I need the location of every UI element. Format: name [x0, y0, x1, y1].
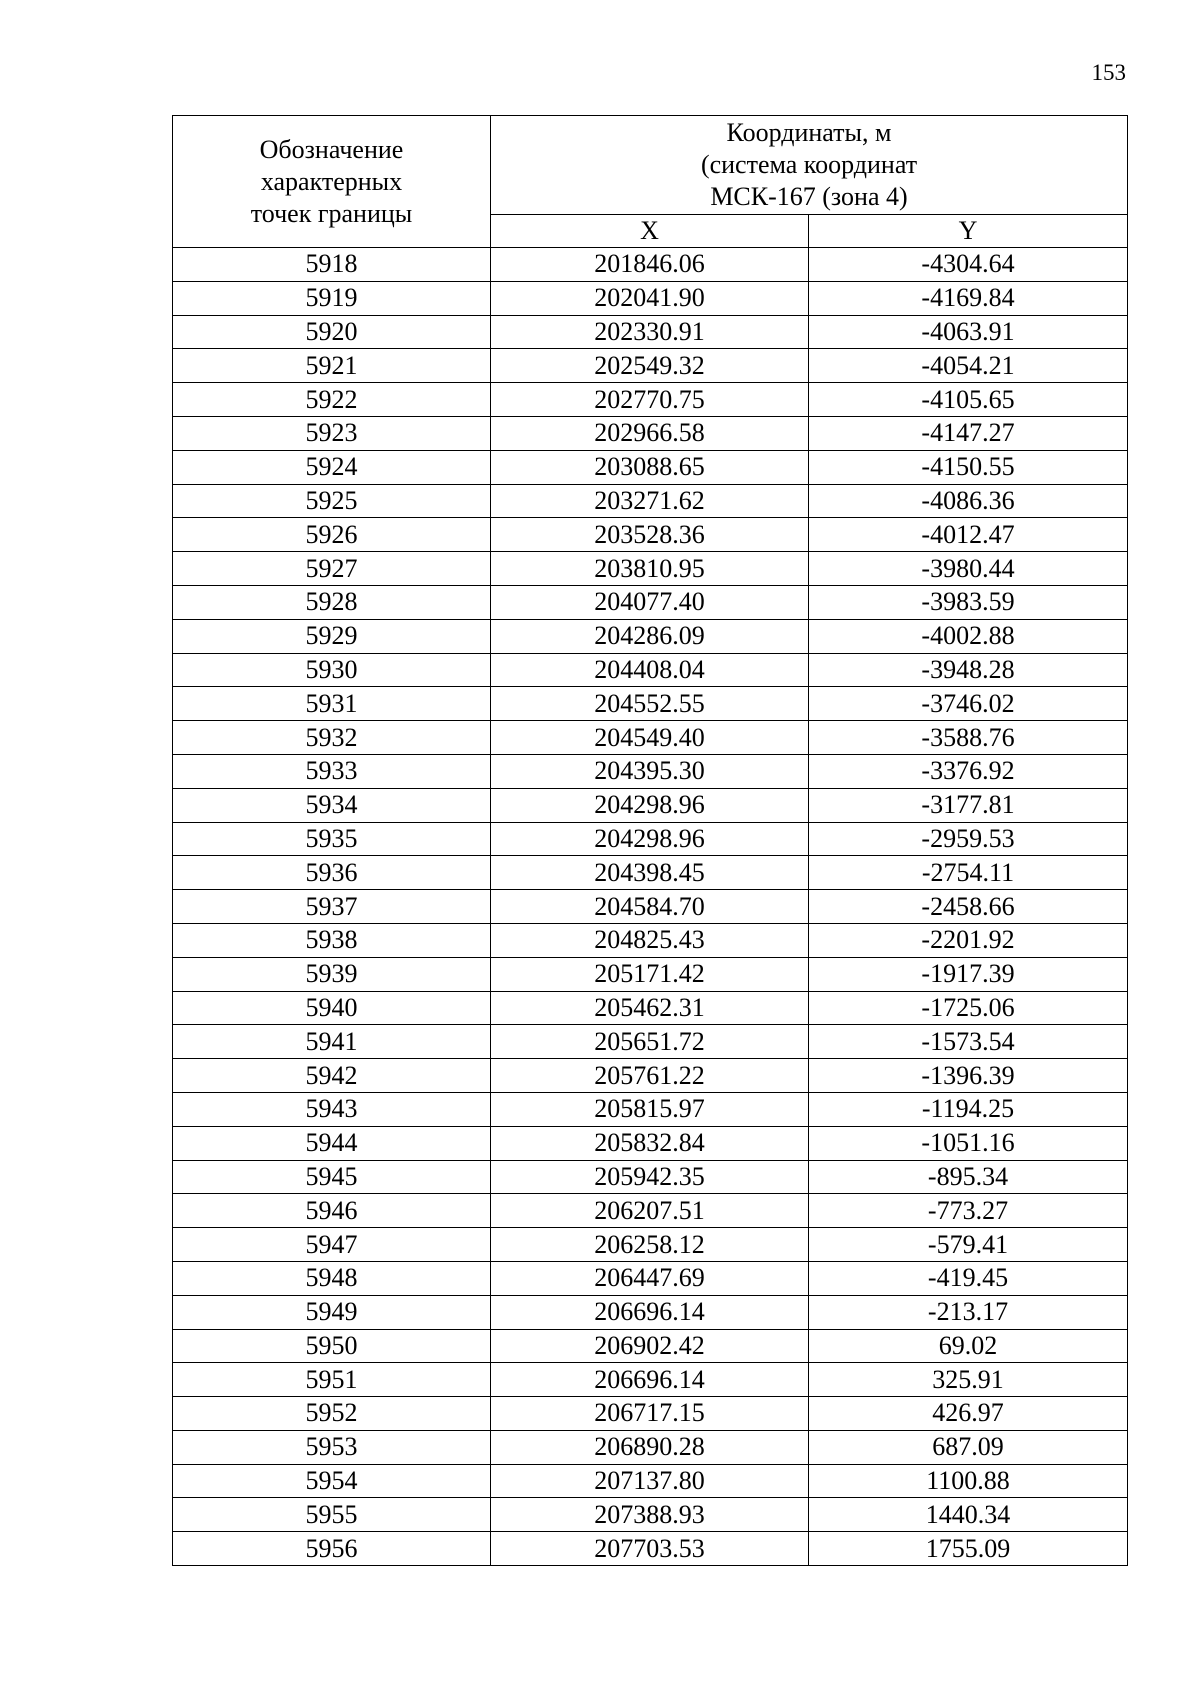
y-coordinate-cell: 325.91: [809, 1363, 1128, 1397]
x-coordinate-cell: 203088.65: [491, 450, 809, 484]
x-coordinate-cell: 204398.45: [491, 856, 809, 890]
y-coordinate-cell: -4147.27: [809, 416, 1128, 450]
point-id-cell: 5918: [173, 248, 491, 282]
x-coordinate-cell: 202330.91: [491, 315, 809, 349]
x-coordinate-cell: 204584.70: [491, 890, 809, 924]
table-row: [173, 450, 1128, 484]
x-coordinate-cell: 206258.12: [491, 1228, 809, 1262]
y-coordinate-cell: -3980.44: [809, 552, 1128, 586]
point-id-cell: 5949: [173, 1295, 491, 1329]
table-row: [173, 552, 1128, 586]
point-id-cell: 5930: [173, 653, 491, 687]
y-coordinate-cell: 1755.09: [809, 1532, 1128, 1566]
header-coords-line: Координаты, м: [726, 118, 892, 147]
point-id-cell: 5946: [173, 1194, 491, 1228]
point-id-cell: 5929: [173, 619, 491, 653]
x-coordinate-cell: 203271.62: [491, 484, 809, 518]
point-id-cell: 5920: [173, 315, 491, 349]
y-coordinate-cell: -1396.39: [809, 1059, 1128, 1093]
y-coordinate-cell: -1194.25: [809, 1092, 1128, 1126]
x-coordinate-cell: 206447.69: [491, 1261, 809, 1295]
point-id-cell: 5956: [173, 1532, 491, 1566]
table-row: [173, 281, 1128, 315]
point-id-cell: 5948: [173, 1261, 491, 1295]
table-row: [173, 653, 1128, 687]
y-coordinate-cell: -773.27: [809, 1194, 1128, 1228]
point-id-cell: 5932: [173, 721, 491, 755]
x-coordinate-cell: 202041.90: [491, 281, 809, 315]
point-id-cell: 5942: [173, 1059, 491, 1093]
table-row: [173, 1194, 1128, 1228]
x-coordinate-cell: 204298.96: [491, 822, 809, 856]
table-row: [173, 957, 1128, 991]
table-row: [173, 1295, 1128, 1329]
y-coordinate-cell: -895.34: [809, 1160, 1128, 1194]
table-row: [173, 1059, 1128, 1093]
x-coordinate-cell: 204408.04: [491, 653, 809, 687]
x-coordinate-cell: 203810.95: [491, 552, 809, 586]
boundary-points-table: [172, 115, 1128, 1566]
y-coordinate-cell: 69.02: [809, 1329, 1128, 1363]
x-coordinate-cell: 206207.51: [491, 1194, 809, 1228]
point-id-cell: 5955: [173, 1498, 491, 1532]
table-row: [173, 1498, 1128, 1532]
table-row: [173, 1532, 1128, 1566]
point-id-cell: 5922: [173, 383, 491, 417]
x-coordinate-cell: 205832.84: [491, 1126, 809, 1160]
x-coordinate-cell: 204395.30: [491, 754, 809, 788]
table-row: [173, 1092, 1128, 1126]
table-row: [173, 248, 1128, 282]
point-id-cell: 5950: [173, 1329, 491, 1363]
table-row: [173, 1464, 1128, 1498]
table-row: [173, 856, 1128, 890]
x-coordinate-cell: 202549.32: [491, 349, 809, 383]
y-coordinate-cell: 1440.34: [809, 1498, 1128, 1532]
y-coordinate-cell: -4150.55: [809, 450, 1128, 484]
point-id-cell: 5944: [173, 1126, 491, 1160]
point-id-cell: 5927: [173, 552, 491, 586]
y-coordinate-cell: -213.17: [809, 1295, 1128, 1329]
point-id-cell: 5940: [173, 991, 491, 1025]
y-coordinate-cell: -3376.92: [809, 754, 1128, 788]
point-id-cell: 5919: [173, 281, 491, 315]
x-coordinate-cell: 204286.09: [491, 619, 809, 653]
y-coordinate-cell: 1100.88: [809, 1464, 1128, 1498]
y-coordinate-cell: -4304.64: [809, 248, 1128, 282]
table-row: [173, 349, 1128, 383]
x-coordinate-cell: 205815.97: [491, 1092, 809, 1126]
y-coordinate-cell: -1917.39: [809, 957, 1128, 991]
y-coordinate-cell: -3983.59: [809, 585, 1128, 619]
y-coordinate-cell: -4169.84: [809, 281, 1128, 315]
y-coordinate-cell: -1051.16: [809, 1126, 1128, 1160]
table-row: [173, 518, 1128, 552]
x-coordinate-cell: 206890.28: [491, 1430, 809, 1464]
y-coordinate-cell: -3588.76: [809, 721, 1128, 755]
y-coordinate-cell: -4086.36: [809, 484, 1128, 518]
header-point-line: Обозначение: [259, 134, 404, 164]
y-coordinate-cell: -579.41: [809, 1228, 1128, 1262]
table-row: [173, 991, 1128, 1025]
point-id-cell: 5931: [173, 687, 491, 721]
point-id-cell: 5952: [173, 1397, 491, 1431]
table-row: [173, 1261, 1128, 1295]
x-coordinate-cell: 206696.14: [491, 1363, 809, 1397]
table-row: [173, 1160, 1128, 1194]
header-point-line: точек границы: [250, 198, 413, 228]
point-id-cell: 5933: [173, 754, 491, 788]
x-coordinate-cell: 206717.15: [491, 1397, 809, 1431]
point-id-cell: 5923: [173, 416, 491, 450]
table-row: [173, 923, 1128, 957]
table-row: [173, 687, 1128, 721]
x-coordinate-cell: 204552.55: [491, 687, 809, 721]
header-coords-line: (система координат: [700, 150, 918, 179]
header-y: Y: [809, 215, 1128, 248]
point-id-cell: 5937: [173, 890, 491, 924]
y-coordinate-cell: -2754.11: [809, 856, 1128, 890]
table-row: [173, 585, 1128, 619]
page-number: 153: [1091, 60, 1126, 85]
point-id-cell: 5936: [173, 856, 491, 890]
header-point-designation: [173, 116, 491, 248]
point-id-cell: 5941: [173, 1025, 491, 1059]
x-coordinate-cell: 202770.75: [491, 383, 809, 417]
header-point-line: характерных: [260, 166, 403, 196]
table-header: [173, 116, 1128, 248]
point-id-cell: 5925: [173, 484, 491, 518]
x-coordinate-cell: 205651.72: [491, 1025, 809, 1059]
x-coordinate-cell: 206696.14: [491, 1295, 809, 1329]
table-row: [173, 1397, 1128, 1431]
table-row: [173, 1363, 1128, 1397]
table-row: [173, 1126, 1128, 1160]
y-coordinate-cell: -3948.28: [809, 653, 1128, 687]
y-coordinate-cell: -2959.53: [809, 822, 1128, 856]
x-coordinate-cell: 205761.22: [491, 1059, 809, 1093]
x-coordinate-cell: 204825.43: [491, 923, 809, 957]
table-body: [173, 248, 1128, 1566]
point-id-cell: 5939: [173, 957, 491, 991]
header-coords-line: МСК-167 (зона 4): [710, 182, 908, 211]
table-row: [173, 721, 1128, 755]
table-row: [173, 383, 1128, 417]
y-coordinate-cell: -2201.92: [809, 923, 1128, 957]
x-coordinate-cell: 206902.42: [491, 1329, 809, 1363]
point-id-cell: 5938: [173, 923, 491, 957]
table-row: [173, 1430, 1128, 1464]
y-coordinate-cell: -3177.81: [809, 788, 1128, 822]
table-row: [173, 788, 1128, 822]
x-coordinate-cell: 205171.42: [491, 957, 809, 991]
table-row: [173, 754, 1128, 788]
y-coordinate-cell: -1725.06: [809, 991, 1128, 1025]
point-id-cell: 5926: [173, 518, 491, 552]
table-row: [173, 890, 1128, 924]
x-coordinate-cell: 204298.96: [491, 788, 809, 822]
point-id-cell: 5924: [173, 450, 491, 484]
header-row-top: [173, 116, 1128, 215]
point-id-cell: 5943: [173, 1092, 491, 1126]
point-id-cell: 5954: [173, 1464, 491, 1498]
y-coordinate-cell: -3746.02: [809, 687, 1128, 721]
header-x: X: [491, 215, 809, 248]
table-row: [173, 315, 1128, 349]
x-coordinate-cell: 204549.40: [491, 721, 809, 755]
x-coordinate-cell: 203528.36: [491, 518, 809, 552]
y-coordinate-cell: 687.09: [809, 1430, 1128, 1464]
point-id-cell: 5934: [173, 788, 491, 822]
table-row: [173, 822, 1128, 856]
point-id-cell: 5951: [173, 1363, 491, 1397]
table-row: [173, 1329, 1128, 1363]
y-coordinate-cell: -4054.21: [809, 349, 1128, 383]
y-coordinate-cell: -1573.54: [809, 1025, 1128, 1059]
point-id-cell: 5921: [173, 349, 491, 383]
table-row: [173, 1228, 1128, 1262]
table-row: [173, 619, 1128, 653]
point-id-cell: 5947: [173, 1228, 491, 1262]
x-coordinate-cell: 207388.93: [491, 1498, 809, 1532]
y-coordinate-cell: -2458.66: [809, 890, 1128, 924]
point-id-cell: 5945: [173, 1160, 491, 1194]
x-coordinate-cell: 201846.06: [491, 248, 809, 282]
y-coordinate-cell: -4063.91: [809, 315, 1128, 349]
point-id-cell: 5935: [173, 822, 491, 856]
y-coordinate-cell: -419.45: [809, 1261, 1128, 1295]
x-coordinate-cell: 207703.53: [491, 1532, 809, 1566]
x-coordinate-cell: 205942.35: [491, 1160, 809, 1194]
x-coordinate-cell: 204077.40: [491, 585, 809, 619]
point-id-cell: 5953: [173, 1430, 491, 1464]
header-coordinates: [491, 116, 1128, 215]
x-coordinate-cell: 205462.31: [491, 991, 809, 1025]
table-row: [173, 416, 1128, 450]
x-coordinate-cell: 202966.58: [491, 416, 809, 450]
y-coordinate-cell: 426.97: [809, 1397, 1128, 1431]
point-id-cell: 5928: [173, 585, 491, 619]
table-row: [173, 484, 1128, 518]
x-coordinate-cell: 207137.80: [491, 1464, 809, 1498]
table-row: [173, 1025, 1128, 1059]
y-coordinate-cell: -4002.88: [809, 619, 1128, 653]
y-coordinate-cell: -4012.47: [809, 518, 1128, 552]
y-coordinate-cell: -4105.65: [809, 383, 1128, 417]
